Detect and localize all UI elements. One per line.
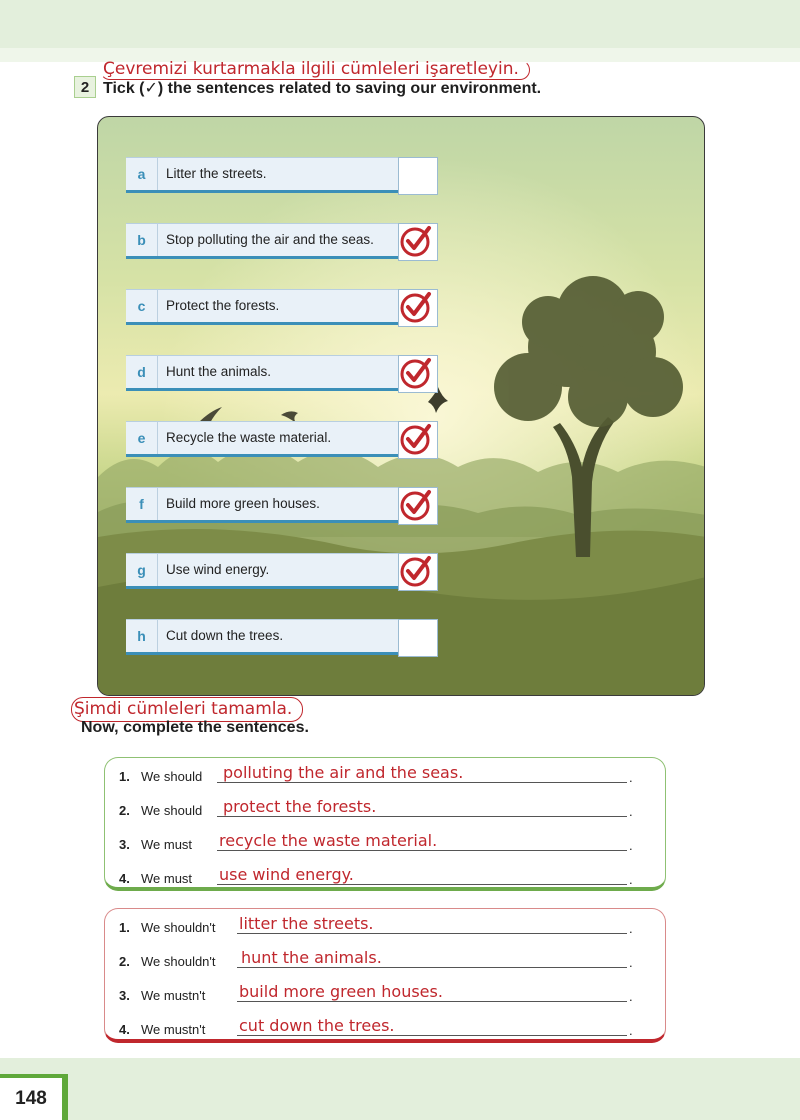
item-letter: c [126, 289, 158, 322]
answer-text: hunt the animals. [241, 948, 382, 967]
answer-line[interactable] [217, 884, 627, 885]
sentence-row [119, 761, 639, 787]
answer-text: litter the streets. [239, 914, 374, 933]
item-text: Build more green houses. [166, 496, 320, 511]
tick-box[interactable] [398, 421, 438, 459]
exercise-title: Tick (✓) the sentences related to saving our environment. [103, 80, 542, 97]
sentence-number: 3. [119, 837, 130, 852]
period: . [629, 838, 633, 853]
tick-item-e [126, 421, 438, 457]
item-text: Recycle the waste material. [166, 430, 332, 445]
tick-box[interactable] [398, 157, 438, 195]
answer-text: protect the forests. [223, 797, 377, 816]
sentence-row [119, 795, 639, 821]
tick-item-h [126, 619, 438, 655]
period: . [629, 921, 633, 936]
tick-box[interactable] [398, 619, 438, 657]
period: . [629, 955, 633, 970]
sentence-row [119, 946, 639, 972]
sentence-row [119, 980, 639, 1006]
tick-box[interactable] [398, 487, 438, 525]
complete-title: Now, complete the sentences. [81, 719, 309, 736]
sentence-row [119, 829, 639, 855]
item-letter: e [126, 421, 158, 454]
answer-line[interactable] [237, 967, 627, 968]
item-letter: g [126, 553, 158, 586]
check-circle-icon [399, 290, 433, 324]
sentence-lead: We shouldn't [141, 954, 216, 969]
period: . [629, 989, 633, 1004]
environment-scene [97, 116, 705, 696]
period: . [629, 1023, 633, 1038]
handwritten-note-complete: Şimdi cümleleri tamamla. [71, 697, 303, 722]
sentence-row [119, 863, 639, 889]
sentence-row [119, 1014, 639, 1040]
item-text: Protect the forests. [166, 298, 280, 313]
bottom-band [0, 1058, 800, 1120]
sentence-row [119, 912, 639, 938]
tick-box[interactable] [398, 289, 438, 327]
sentence-number: 4. [119, 871, 130, 886]
sentence-number: 4. [119, 1022, 130, 1037]
sentence-lead: We must [141, 871, 193, 886]
check-circle-icon [399, 224, 433, 258]
answer-line[interactable] [237, 1001, 627, 1002]
sentence-lead: We mustn't [141, 988, 206, 1003]
item-text: Cut down the trees. [166, 628, 284, 643]
sentence-number: 2. [119, 954, 130, 969]
tick-item-b [126, 223, 438, 259]
tick-item-g [126, 553, 438, 589]
answer-line[interactable] [237, 933, 627, 934]
answer-text: recycle the waste material. [219, 831, 438, 850]
answer-line[interactable] [237, 1035, 627, 1036]
shouldnt-panel [104, 908, 666, 1043]
sentence-lead: We must [141, 837, 193, 852]
sentence-lead: We should [141, 769, 203, 784]
exercise-number: 2 [74, 76, 96, 98]
should-panel [104, 757, 666, 891]
check-circle-icon [399, 356, 433, 390]
sentence-number: 2. [119, 803, 130, 818]
tick-item-c [126, 289, 438, 325]
item-letter: a [126, 157, 158, 190]
page-number-badge [0, 1074, 68, 1120]
answer-line[interactable] [217, 782, 627, 783]
sentence-number: 1. [119, 769, 130, 784]
tick-box[interactable] [398, 223, 438, 261]
sentence-lead: We shouldn't [141, 920, 216, 935]
sentence-number: 3. [119, 988, 130, 1003]
period: . [629, 770, 633, 785]
sentence-number: 1. [119, 920, 130, 935]
item-text: Litter the streets. [166, 166, 267, 181]
handwritten-note-instruction: Çevremizi kurtarmakla ilgili cümleleri işaretleyin. [100, 60, 530, 80]
answer-text: build more green houses. [239, 982, 443, 1001]
item-letter: b [126, 223, 158, 256]
item-letter: h [126, 619, 158, 652]
answer-text: cut down the trees. [239, 1016, 395, 1035]
answer-text: use wind energy. [219, 865, 354, 884]
top-band [0, 0, 800, 62]
item-text: Use wind energy. [166, 562, 270, 577]
tick-box[interactable] [398, 355, 438, 393]
period: . [629, 804, 633, 819]
tick-item-d [126, 355, 438, 391]
tick-item-a [126, 157, 438, 193]
tick-box[interactable] [398, 553, 438, 591]
check-circle-icon [399, 422, 433, 456]
item-letter: d [126, 355, 158, 388]
landscape-illustration [98, 117, 705, 696]
check-circle-icon [399, 488, 433, 522]
item-letter: f [126, 487, 158, 520]
tick-item-f [126, 487, 438, 523]
answer-text: polluting the air and the seas. [223, 763, 464, 782]
page-number: 148 [0, 1078, 62, 1120]
check-circle-icon [399, 554, 433, 588]
sentence-lead: We mustn't [141, 1022, 206, 1037]
sentence-lead: We should [141, 803, 203, 818]
answer-line[interactable] [217, 816, 627, 817]
period: . [629, 872, 633, 887]
item-text: Hunt the animals. [166, 364, 272, 379]
answer-line[interactable] [217, 850, 627, 851]
item-text: Stop polluting the air and the seas. [166, 232, 374, 247]
